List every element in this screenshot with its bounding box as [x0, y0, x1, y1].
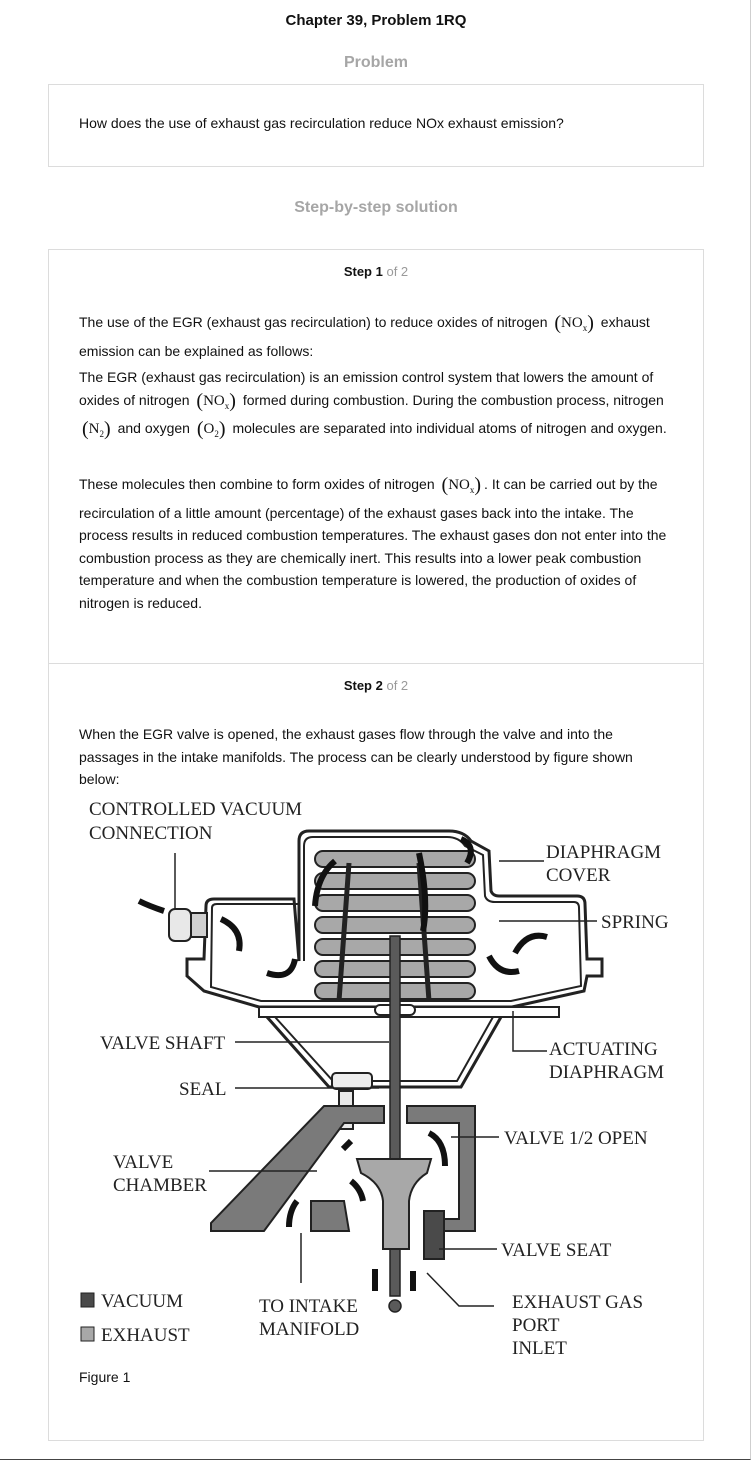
label-valve-half-open: VALVE 1/2 OPEN — [504, 1128, 648, 1149]
legend-vacuum-swatch — [81, 1293, 94, 1307]
label-valve-shaft: VALVE SHAFT — [100, 1033, 226, 1054]
n2-formula: $(N_2)$ — [82, 418, 111, 440]
label-actuating-diaphragm: ACTUATING — [549, 1039, 658, 1060]
svg-text:COVER: COVER — [546, 865, 611, 886]
step1-p2-text-b: formed during combustion. During the combustion process, nitrogen — [242, 391, 664, 408]
label-vacuum-connection: CONTROLLED VACUUM — [89, 799, 303, 820]
solution-heading: Step-by-step solution — [294, 199, 458, 216]
step1-p1-text-a: The use of the EGR (exhaust gas recirculation) to reduce oxides of nitrogen — [79, 314, 548, 330]
svg-text:INLET: INLET — [512, 1338, 567, 1359]
step1-paragraph-3 — [79, 473, 675, 614]
valve-head — [357, 1159, 431, 1249]
step2-paragraph: When the EGR valve is opened, the exhaust gases flow through the valve and into the passages in the intake manifolds. The process can be clearly understood by figure shown below: — [79, 726, 633, 787]
label-valve-seat: VALVE SEAT — [501, 1240, 612, 1261]
page-title: Chapter 39, Problem 1RQ — [285, 12, 467, 29]
label-exhaust-gas-port: EXHAUST GAS — [512, 1292, 644, 1313]
step2-label: Step 2 — [343, 678, 383, 693]
vacuum-port — [169, 909, 191, 941]
legend-exhaust-swatch — [81, 1327, 94, 1341]
nox-formula: $(NO_x)$ — [196, 389, 236, 412]
svg-text:CHAMBER: CHAMBER — [113, 1175, 207, 1196]
label-diaphragm-cover: DIAPHRAGM — [546, 842, 662, 863]
step1-of: of 2 — [386, 264, 409, 279]
step2-of: of 2 — [386, 678, 409, 693]
problem-box — [48, 84, 704, 167]
step2-header — [49, 678, 703, 693]
step1-header — [49, 264, 703, 279]
label-valve-chamber: VALVE — [113, 1152, 174, 1173]
label-spring: SPRING — [601, 912, 669, 933]
step1-paragraph-2 — [79, 366, 675, 446]
svg-text:DIAPHRAGM: DIAPHRAGM — [549, 1062, 665, 1083]
step1-p2-text-a: The EGR (exhaust gas recirculation) is an emission control system that lowers the amount of oxides of nitrogen — [79, 369, 654, 408]
intake-passage — [211, 1106, 384, 1231]
step1-p2-text-d: molecules are separated into individual atoms of nitrogen and oxygen. — [232, 420, 667, 436]
step1-label: Step 1 — [343, 264, 383, 279]
problem-heading: Problem — [343, 54, 408, 71]
label-seal: SEAL — [179, 1079, 227, 1100]
legend-exhaust: EXHAUST — [101, 1325, 190, 1346]
step1-p3-text-b: . It can be carried out by the recirculation of a little amount (percentage) of the exhaust gases back into the intake. The process results in reduced combustion temperatures. The exhaust gases don not enter into the combustion process as they are chemically inert. This results into a lower peak combustion temperature and when the combustion temperature is lowered, the production of oxides of nitrogen is reduced. — [79, 476, 667, 611]
nox-formula: $(NO_x)$ — [441, 474, 482, 496]
problem-question: How does the use of exhaust gas recirculation reduce NOx exhaust emission? — [79, 115, 564, 131]
o2-formula: $(O_2)$ — [196, 418, 226, 440]
step1-paragraph-1 — [79, 311, 675, 362]
step1-p3-text-a: These molecules then combine to form oxides of nitrogen — [79, 476, 435, 492]
label-to-intake-manifold: TO INTAKE — [259, 1296, 358, 1317]
step-divider — [49, 663, 703, 664]
figure-caption: Figure 1 — [79, 1369, 131, 1385]
svg-text:MANIFOLD: MANIFOLD — [259, 1319, 360, 1340]
seal — [332, 1073, 372, 1089]
svg-text:PORT: PORT — [512, 1315, 560, 1336]
egr-valve-figure — [79, 793, 679, 1360]
step1-p2-text-c: and oxygen — [117, 420, 190, 436]
legend-vacuum: VACUUM — [101, 1291, 184, 1312]
step1-p1-text-b: exhaust emission can be explained as follows: — [79, 314, 650, 359]
solution-box — [48, 249, 704, 1441]
svg-text:CONNECTION: CONNECTION — [89, 823, 213, 844]
nox-formula: $(NO_x)$ — [554, 312, 594, 334]
